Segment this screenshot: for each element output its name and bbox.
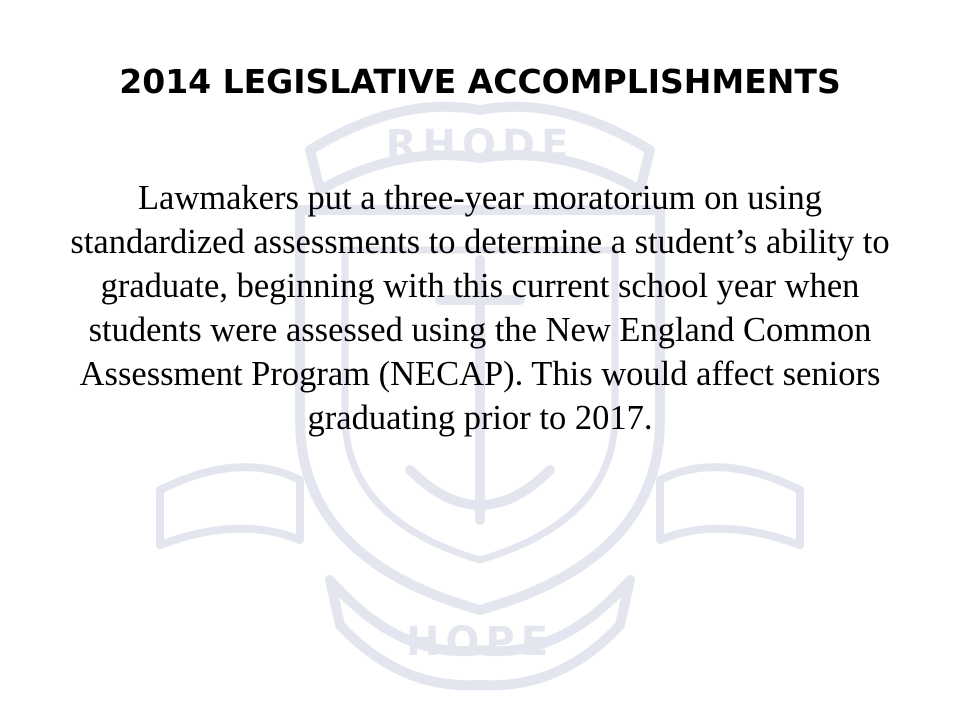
slide-title: 2014 LEGISLATIVE ACCOMPLISHMENTS (119, 62, 841, 101)
top-banner-text: RHODE (385, 122, 575, 168)
slide-body-text: Lawmakers put a three-year moratorium on using standardized assessments to determine a student’s ability to graduate, beginning with this current school year when students were assessed using the New England Common Assessment Program (NECAP). This would affect seniors graduating prior to 2017. (70, 179, 890, 437)
bottom-banner-text: HOPE (405, 619, 555, 665)
left-scroll (160, 467, 300, 545)
bottom-banner-ribbon (330, 580, 630, 685)
right-scroll (660, 467, 800, 545)
